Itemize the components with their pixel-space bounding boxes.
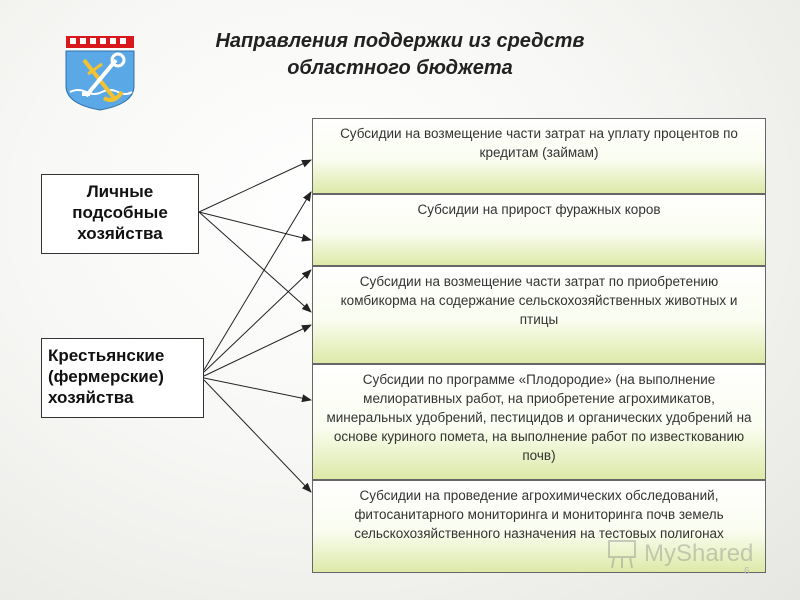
source-kfh-line-1: Крестьянские (48, 346, 165, 365)
page-number: 6 (744, 566, 750, 577)
watermark-logo-icon (606, 538, 640, 570)
subsidy-text-feed: Субсидии на возмещение части затрат по приобретению комбикорма на содержание сельскохозяйственных животных и птицы (340, 274, 738, 327)
subsidy-box-interest (312, 118, 766, 194)
source-lph-line-1: Личные (86, 182, 154, 201)
source-box-kfh (41, 338, 204, 418)
arrow-lph-to-cows (199, 212, 311, 240)
arrow-kfh-to-fertility (204, 378, 311, 400)
source-kfh-line-2: (фермерские) (48, 367, 164, 386)
watermark-text: MyShared (644, 540, 754, 567)
slide-title (150, 28, 650, 82)
arrow-lph-to-interest (199, 160, 311, 212)
watermark (604, 538, 764, 572)
subsidy-box-cows (312, 194, 766, 266)
arrow-kfh-to-interest (204, 192, 311, 370)
arrow-kfh-to-cows (204, 270, 311, 372)
subsidy-text-interest: Субсидии на возмещение части затрат на уплату процентов по кредитам (займам) (340, 126, 738, 160)
source-kfh-line-3: хозяйства (48, 388, 134, 407)
subsidy-text-agrochem: Субсидии на проведение агрохимических обследований, фитосанитарного мониторинга и мониторинга почв земель сельскохозяйственного назначения на тестовых полигонах (354, 488, 724, 541)
source-lph-line-3: хозяйства (77, 224, 163, 243)
subsidy-text-cows: Субсидии на прирост фуражных коров (417, 202, 661, 217)
subsidy-text-fertility: Субсидии по программе «Плодородие» (на выполнение мелиоративных работ, на приобретение агрохимикатов, минеральных удобрений, пестицидов и органических удобрений на основе куриного помета, на выполнение работ по известкованию почв) (326, 372, 752, 463)
subsidy-box-feed (312, 266, 766, 364)
source-box-lph (41, 174, 199, 254)
arrow-lph-to-feed (199, 212, 311, 312)
subsidy-box-fertility (312, 364, 766, 480)
title-line-2: областного бюджета (287, 57, 513, 79)
coat-of-arms-icon (64, 34, 136, 112)
arrow-kfh-to-agrochem (204, 380, 311, 492)
arrow-kfh-to-feed (204, 325, 311, 376)
title-line-1: Направления поддержки из средств (215, 30, 585, 52)
source-lph-line-2: подсобные (72, 203, 168, 222)
